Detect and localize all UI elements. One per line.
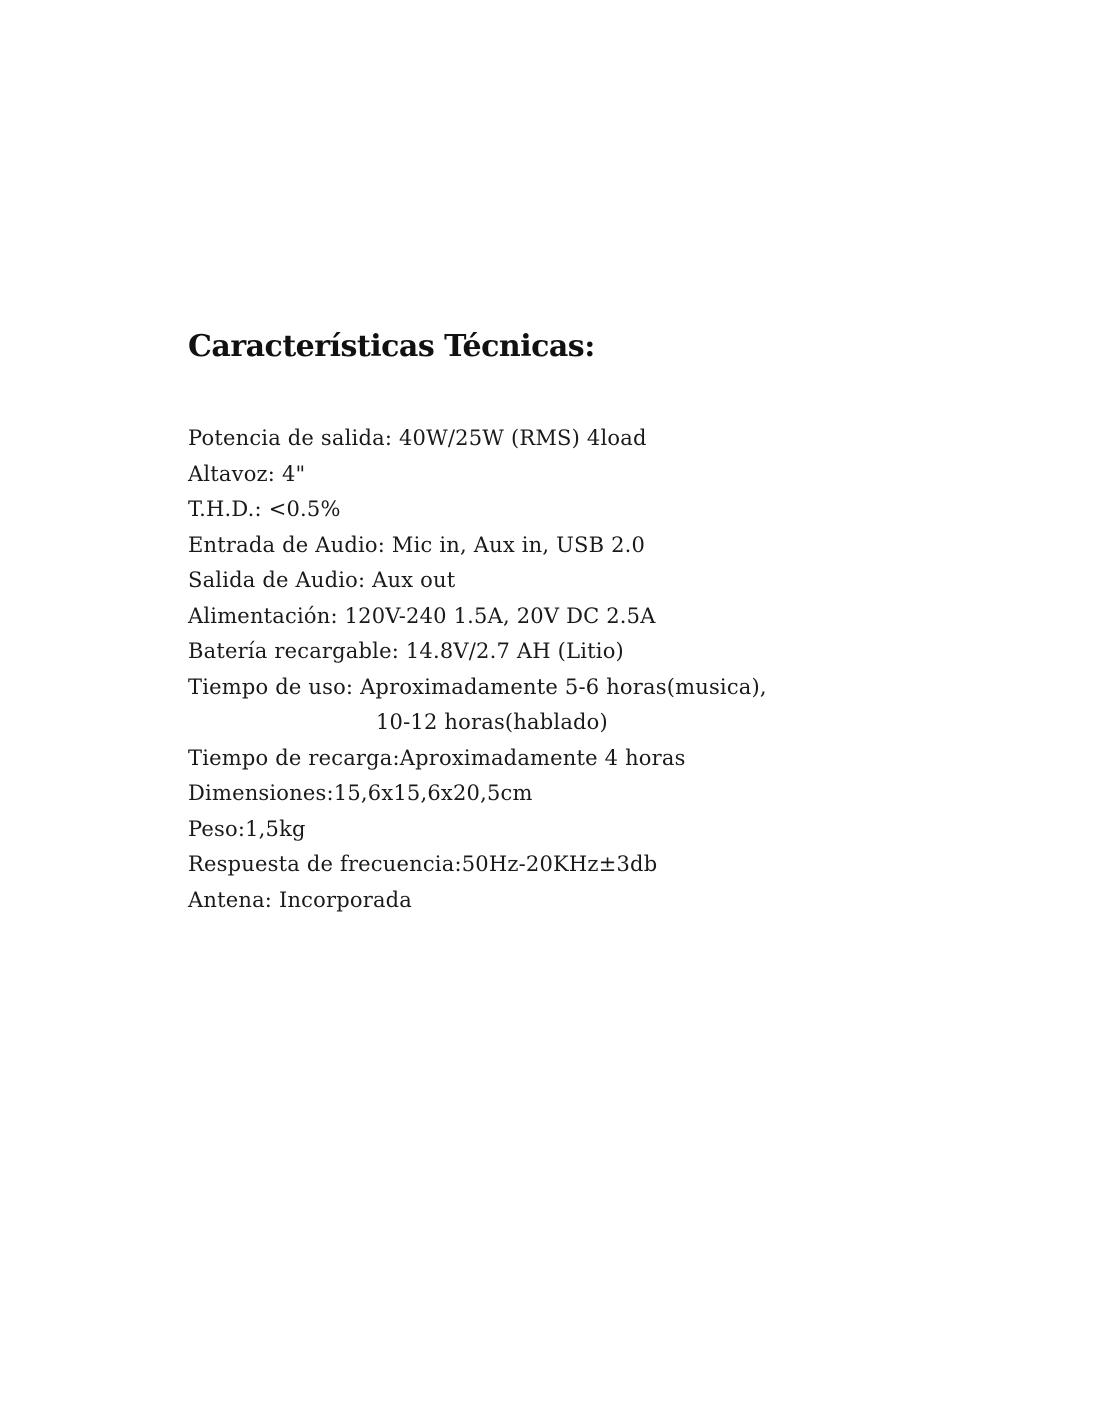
- spec-item-battery: Batería recargable: 14.8V/2.7 AH (Litio): [188, 639, 624, 663]
- spec-item-dimensions: Dimensiones:15,6x15,6x20,5cm: [188, 781, 533, 805]
- spec-item-usage-time-cont: 10-12 horas(hablado): [376, 710, 608, 734]
- spec-item-frequency-response: Respuesta de frecuencia:50Hz-20KHz±3db: [188, 852, 658, 876]
- spec-item-audio-input: Entrada de Audio: Mic in, Aux in, USB 2.0: [188, 532, 646, 557]
- spec-item-power: Potencia de salida: 40W/25W (RMS) 4load: [188, 426, 647, 450]
- spec-item-audio-output: Salida de Audio: Aux out: [188, 568, 456, 592]
- spec-item-usage-time: Tiempo de uso: Aproximadamente 5-6 horas(musica),: [188, 674, 767, 699]
- spec-item-antenna: Antena: Incorporada: [188, 887, 413, 912]
- spec-item-weight: Peso:1,5kg: [188, 816, 306, 841]
- spec-item-thd: T.H.D.: <0.5%: [188, 497, 341, 521]
- spec-item-power-supply: Alimentación: 120V-240 1.5A, 20V DC 2.5A: [188, 603, 656, 628]
- spec-item-speaker: Altavoz: 4": [188, 461, 306, 486]
- spec-item-charge-time: Tiempo de recarga:Aproximadamente 4 horas: [188, 745, 686, 770]
- specifications-list: [188, 421, 988, 918]
- document-content: [188, 330, 988, 918]
- page-title: Características Técnicas:: [188, 329, 595, 364]
